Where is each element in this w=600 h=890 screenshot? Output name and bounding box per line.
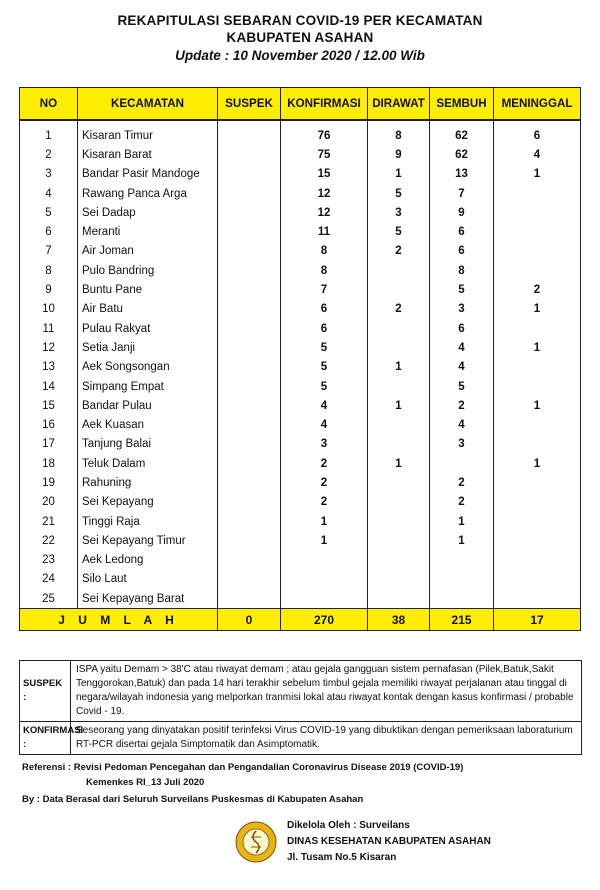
row-kecamatan: Air Batu [78,300,218,319]
row-sembuh: 2 [430,473,494,492]
table-row [20,570,581,589]
row-meninggal [494,493,581,512]
row-dirawat: 1 [368,165,430,184]
table-row [20,319,581,338]
row-no: 3 [20,165,78,184]
row-kecamatan: Sei Kepayang Timur [78,531,218,550]
footer-line3: Jl. Tusam No.5 Kisaran [287,852,397,863]
row-sembuh: 4 [430,358,494,377]
row-sembuh: 2 [430,493,494,512]
table-row [20,396,581,415]
row-dirawat: 8 [368,126,430,145]
row-meninggal: 1 [494,300,581,319]
table-row [20,473,581,492]
row-sembuh: 6 [430,242,494,261]
row-no: 2 [20,145,78,164]
row-sembuh: 6 [430,222,494,241]
row-no: 25 [20,589,78,609]
row-no: 12 [20,338,78,357]
row-dirawat [368,551,430,570]
row-konfirmasi [281,551,368,570]
row-sembuh: 5 [430,280,494,299]
row-konfirmasi: 1 [281,531,368,550]
table-row [20,203,581,222]
reference-block [22,760,463,790]
row-dirawat [368,319,430,338]
row-no: 1 [20,126,78,145]
row-kecamatan: Kisaran Barat [78,145,218,164]
row-kecamatan: Air Joman [78,242,218,261]
footer-line2: DINAS KESEHATAN KABUPATEN ASAHAN [287,836,491,847]
row-meninggal [494,261,581,280]
report-header [0,0,600,65]
table-body [20,126,581,609]
row-suspek [218,512,281,531]
table-row [20,338,581,357]
row-sembuh: 5 [430,377,494,396]
row-meninggal [494,242,581,261]
row-kecamatan: Rahuning [78,473,218,492]
update-timestamp: Update : 10 November 2020 / 12.00 Wib [175,48,425,63]
row-no: 10 [20,300,78,319]
row-no: 4 [20,184,78,203]
table-row [20,261,581,280]
row-sembuh: 2 [430,396,494,415]
data-source-byline: By : Data Berasal dari Seluruh Surveilans Puskesmas di Kabupaten Asahan [22,794,364,805]
report-title-line2: KABUPATEN ASAHAN [226,30,374,45]
total-row [20,609,581,631]
row-kecamatan: Silo Laut [78,570,218,589]
table-row [20,145,581,164]
row-meninggal [494,222,581,241]
row-konfirmasi: 75 [281,145,368,164]
table-row [20,358,581,377]
row-dirawat: 5 [368,184,430,203]
row-meninggal [494,512,581,531]
row-suspek [218,570,281,589]
row-dirawat [368,280,430,299]
row-kecamatan: Sei Kepayang Barat [78,589,218,609]
row-konfirmasi: 12 [281,203,368,222]
row-suspek [218,338,281,357]
row-suspek [218,415,281,434]
row-kecamatan: Rawang Panca Arga [78,184,218,203]
table-row [20,493,581,512]
row-kecamatan: Kisaran Timur [78,126,218,145]
footer-line1: Dikelola Oleh : Surveilans [287,820,410,831]
row-suspek [218,435,281,454]
row-kecamatan: Aek Songsongan [78,358,218,377]
row-sembuh [430,589,494,609]
table-row [20,165,581,184]
row-kecamatan: Sei Dadap [78,203,218,222]
row-no: 18 [20,454,78,473]
row-konfirmasi: 6 [281,319,368,338]
row-no: 24 [20,570,78,589]
table-row [20,531,581,550]
row-konfirmasi [281,570,368,589]
report-title-line1: REKAPITULASI SEBARAN COVID-19 PER KECAMATAN [117,13,483,28]
row-suspek [218,358,281,377]
row-meninggal [494,184,581,203]
row-meninggal [494,589,581,609]
row-konfirmasi: 5 [281,358,368,377]
row-konfirmasi: 7 [281,280,368,299]
row-no: 11 [20,319,78,338]
row-konfirmasi: 5 [281,338,368,357]
row-no: 22 [20,531,78,550]
row-dirawat [368,512,430,531]
row-meninggal [494,319,581,338]
row-sembuh: 1 [430,512,494,531]
col-header-sembuh: SEMBUH [430,88,494,121]
reference-line1: Referensi : Revisi Pedoman Pencegahan dan Pengandalian Coronavirus Disease 2019 (COVID-19) [22,762,464,773]
table-row [20,126,581,145]
row-suspek [218,184,281,203]
row-kecamatan: Bandar Pulau [78,396,218,415]
table-row [20,415,581,434]
table-row [20,280,581,299]
konfirmasi-definition-text: Seseorang yang dinyatakan positif terinfeksi Virus COVID-19 yang dibuktikan dengan pemeriksaan laboraturium RT-PCR disertai gejala Simptomatik dan Asimptomatik. [76,725,573,750]
col-header-konfirmasi: KONFIRMASI [281,88,368,121]
row-meninggal: 4 [494,145,581,164]
row-dirawat: 3 [368,203,430,222]
reference-line2: Kemenkes RI_13 Juli 2020 [86,777,205,788]
row-suspek [218,377,281,396]
row-dirawat [368,338,430,357]
row-suspek [218,242,281,261]
row-no: 23 [20,551,78,570]
row-meninggal: 6 [494,126,581,145]
row-sembuh: 3 [430,435,494,454]
row-konfirmasi: 12 [281,184,368,203]
table-row [20,184,581,203]
row-dirawat: 1 [368,358,430,377]
row-meninggal [494,415,581,434]
row-no: 21 [20,512,78,531]
row-meninggal [494,377,581,396]
row-no: 7 [20,242,78,261]
row-meninggal [494,435,581,454]
table-row [20,435,581,454]
row-dirawat [368,531,430,550]
row-meninggal [494,358,581,377]
row-kecamatan: Bandar Pasir Mandoge [78,165,218,184]
row-konfirmasi: 4 [281,415,368,434]
row-kecamatan: Teluk Dalam [78,454,218,473]
row-meninggal [494,531,581,550]
row-dirawat [368,261,430,280]
row-meninggal: 2 [494,280,581,299]
row-konfirmasi: 8 [281,242,368,261]
row-konfirmasi: 1 [281,512,368,531]
table-row [20,512,581,531]
row-konfirmasi [281,589,368,609]
row-no: 8 [20,261,78,280]
row-suspek [218,531,281,550]
row-kecamatan: Pulo Bandring [78,261,218,280]
row-no: 20 [20,493,78,512]
row-suspek [218,551,281,570]
row-dirawat [368,493,430,512]
total-meninggal: 17 [494,609,581,631]
row-suspek [218,165,281,184]
row-sembuh: 8 [430,261,494,280]
row-meninggal: 1 [494,454,581,473]
row-konfirmasi: 8 [281,261,368,280]
row-no: 6 [20,222,78,241]
table-row [20,222,581,241]
row-dirawat: 9 [368,145,430,164]
konfirmasi-definition-label: KONFIRMASI : [20,722,71,754]
row-kecamatan: Tinggi Raja [78,512,218,531]
row-kecamatan: Sei Kepayang [78,493,218,512]
row-konfirmasi: 6 [281,300,368,319]
row-suspek [218,493,281,512]
suspek-definition-text: ISPA yaitu Demam > 38'C atau riwayat demam ; atau gejala gangguan sistem pernafasan (Pilek,Batuk,Sakit Tenggorokan,Batuk) dan pada 14 hari terakhir sebelum timbul gejala memiliki riwayat perjalanan atau tinggal di negara/wilayah indonesia yang melporkan tranmisi lokal atau riwayat kontak dengan kasus konfirmasi / probable Covid - 19. [76,664,574,717]
row-suspek [218,203,281,222]
row-sembuh: 9 [430,203,494,222]
row-suspek [218,454,281,473]
row-meninggal [494,203,581,222]
footer-text [287,818,491,866]
row-meninggal: 1 [494,396,581,415]
row-kecamatan: Aek Kuasan [78,415,218,434]
row-meninggal [494,473,581,492]
suspek-definition [20,661,581,722]
row-dirawat: 2 [368,300,430,319]
row-suspek [218,473,281,492]
row-sembuh: 6 [430,319,494,338]
row-konfirmasi: 15 [281,165,368,184]
row-dirawat: 1 [368,454,430,473]
table-row [20,377,581,396]
row-suspek [218,145,281,164]
row-konfirmasi: 3 [281,435,368,454]
row-no: 9 [20,280,78,299]
row-suspek [218,396,281,415]
row-sembuh: 4 [430,338,494,357]
suspek-definition-label: SUSPEK : [20,661,71,721]
row-dirawat: 5 [368,222,430,241]
table-row [20,589,581,609]
row-dirawat [368,435,430,454]
row-dirawat [368,415,430,434]
table-row [20,551,581,570]
row-sembuh: 13 [430,165,494,184]
table-row [20,454,581,473]
row-sembuh: 1 [430,531,494,550]
row-konfirmasi: 5 [281,377,368,396]
row-sembuh [430,551,494,570]
col-header-dirawat: DIRAWAT [368,88,430,121]
row-suspek [218,222,281,241]
row-kecamatan: Meranti [78,222,218,241]
row-no: 16 [20,415,78,434]
row-sembuh [430,570,494,589]
row-no: 5 [20,203,78,222]
col-header-kecamatan: KECAMATAN [78,88,218,121]
row-no: 13 [20,358,78,377]
table-row [20,300,581,319]
surveilans-epidemiologi-seal-icon [235,821,277,863]
col-header-meninggal: MENINGGAL [494,88,581,121]
total-label: J U M L A H [20,609,218,631]
row-kecamatan: Simpang Empat [78,377,218,396]
row-kecamatan: Aek Ledong [78,551,218,570]
row-kecamatan: Setia Janji [78,338,218,357]
row-meninggal: 1 [494,338,581,357]
row-suspek [218,261,281,280]
konfirmasi-definition [20,722,581,754]
table-row [20,242,581,261]
row-sembuh: 4 [430,415,494,434]
row-meninggal: 1 [494,165,581,184]
footer-block [235,818,491,866]
row-konfirmasi: 11 [281,222,368,241]
row-no: 14 [20,377,78,396]
col-header-suspek: SUSPEK [218,88,281,121]
row-sembuh: 62 [430,126,494,145]
total-dirawat: 38 [368,609,430,631]
total-konfirmasi: 270 [281,609,368,631]
row-dirawat: 1 [368,396,430,415]
row-kecamatan: Buntu Pane [78,280,218,299]
row-konfirmasi: 4 [281,396,368,415]
row-suspek [218,589,281,609]
col-header-no: NO [20,88,78,121]
row-suspek [218,126,281,145]
row-no: 17 [20,435,78,454]
row-suspek [218,319,281,338]
row-sembuh: 7 [430,184,494,203]
row-dirawat: 2 [368,242,430,261]
row-meninggal [494,551,581,570]
table-header-row [20,88,581,121]
row-kecamatan: Pulau Rakyat [78,319,218,338]
row-sembuh: 3 [430,300,494,319]
covid-recap-table [19,87,581,631]
row-konfirmasi: 2 [281,493,368,512]
total-sembuh: 215 [430,609,494,631]
row-konfirmasi: 2 [281,454,368,473]
row-no: 15 [20,396,78,415]
row-dirawat [368,377,430,396]
row-konfirmasi: 76 [281,126,368,145]
row-kecamatan: Tanjung Balai [78,435,218,454]
row-meninggal [494,570,581,589]
row-dirawat [368,473,430,492]
row-no: 19 [20,473,78,492]
row-dirawat [368,589,430,609]
row-suspek [218,300,281,319]
total-suspek: 0 [218,609,281,631]
row-sembuh [430,454,494,473]
row-sembuh: 62 [430,145,494,164]
row-konfirmasi: 2 [281,473,368,492]
definitions-box [19,660,582,755]
row-suspek [218,280,281,299]
row-dirawat [368,570,430,589]
